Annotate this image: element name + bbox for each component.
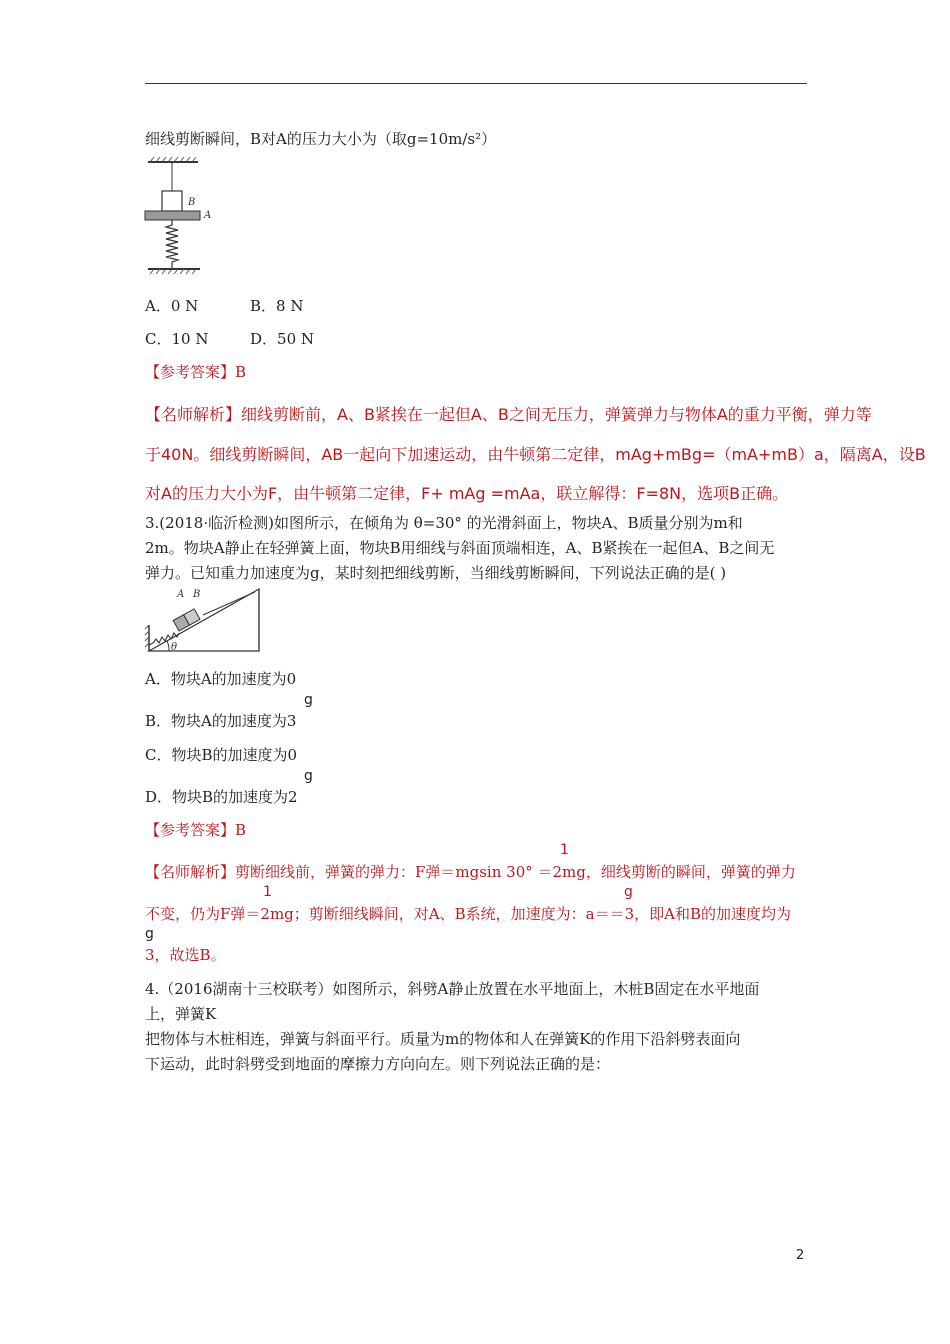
fig-label-b: B bbox=[188, 197, 196, 208]
q3-stem-line-1: 3.(2018·临沂检测)如图所示，在倾角为 θ=30° 的光滑斜面上，物块A、B质量分别为m和 bbox=[145, 514, 743, 532]
header-rule bbox=[145, 83, 807, 84]
q3-analysis-2-numerator-2: g bbox=[624, 884, 633, 900]
q3-option-b: B．物块A的加速度为3 bbox=[145, 712, 297, 730]
fig3-theta: θ bbox=[171, 642, 178, 653]
q3-analysis-line-3: 3，故选B。 bbox=[145, 946, 226, 964]
page-number: 2 bbox=[796, 1248, 805, 1263]
q3-option-a: A．物块A的加速度为0 bbox=[145, 670, 297, 688]
q3-analysis-2-numerator-1: 1 bbox=[263, 884, 272, 900]
q4-line-2: 上，弹簧K bbox=[145, 1005, 217, 1023]
q3-stem-line-3: 弹力。已知重力加速度为g，某时刻把细线剪断，当细线剪断瞬间，下列说法正确的是( ) bbox=[145, 564, 727, 582]
q3-answer: 【参考答案】B bbox=[145, 821, 247, 839]
q3-analysis-line-1: 【名师解析】剪断细线前，弹簧的弹力：F弹＝mgsin 30° ＝2mg，细线剪断的瞬间，弹簧的弹力 bbox=[145, 863, 796, 881]
q2-option-d: D．50 N bbox=[250, 330, 315, 348]
fig-label-a: A bbox=[204, 210, 212, 221]
q2-analysis-line-3: 对A的压力大小为F，由牛顿第二定律，F+ mAg =mAa，联立解得：F=8N，选项B正确。 bbox=[145, 484, 789, 503]
q4-line-4: 下运动，此时斜劈受到地面的摩擦力方向向左。则下列说法正确的是： bbox=[145, 1055, 611, 1073]
incline-figure bbox=[143, 585, 265, 657]
q2-stem: 细线剪断瞬间，B对A的压力大小为（取g=10m/s²） bbox=[145, 130, 497, 148]
q2-option-b: B．8 N bbox=[250, 297, 304, 315]
q2-option-a: A．0 N bbox=[145, 297, 199, 315]
fig3-label-a: A bbox=[177, 589, 185, 600]
spring-block-figure bbox=[140, 155, 220, 280]
q3-analysis-line-2: 不变，仍为F弹＝2mg；剪断细线瞬间，对A、B系统，加速度为：a＝＝3，即A和B的加速度均为 bbox=[145, 905, 791, 923]
q2-answer: 【参考答案】B bbox=[145, 363, 247, 381]
fig3-label-b: B bbox=[193, 589, 201, 600]
q3-option-d: D．物块B的加速度为2 bbox=[145, 788, 298, 806]
q3-option-c: C．物块B的加速度为0 bbox=[145, 746, 298, 764]
q3-option-d-numerator: g bbox=[304, 768, 313, 784]
q2-analysis-line-2: 于40N。细线剪断瞬间，AB一起向下加速运动，由牛顿第二定律，mAg+mBg=（mA+mB）a，隔离A，设B bbox=[145, 445, 926, 464]
q2-analysis-line-1: 【名师解析】细线剪断前，A、B紧挨在一起但A、B之间无压力，弹簧弹力与物体A的重力平衡，弹力等 bbox=[145, 405, 872, 424]
q3-option-b-numerator: g bbox=[304, 692, 313, 708]
q4-line-3: 把物体与木桩相连，弹簧与斜面平行。质量为m的物体和人在弹簧K的作用下沿斜劈表面向 bbox=[145, 1030, 741, 1048]
q3-analysis-1-numerator: 1 bbox=[560, 842, 569, 858]
q3-analysis-3-numerator: g bbox=[145, 926, 154, 942]
q4-line-1: 4.（2016湖南十三校联考）如图所示，斜劈A静止放置在水平地面上，木桩B固定在水平地面 bbox=[145, 980, 760, 998]
q3-stem-line-2: 2m。物块A静止在轻弹簧上面，物块B用细线与斜面顶端相连，A、B紧挨在一起但A、B之间无 bbox=[145, 539, 775, 557]
q2-option-c: C．10 N bbox=[145, 330, 209, 348]
